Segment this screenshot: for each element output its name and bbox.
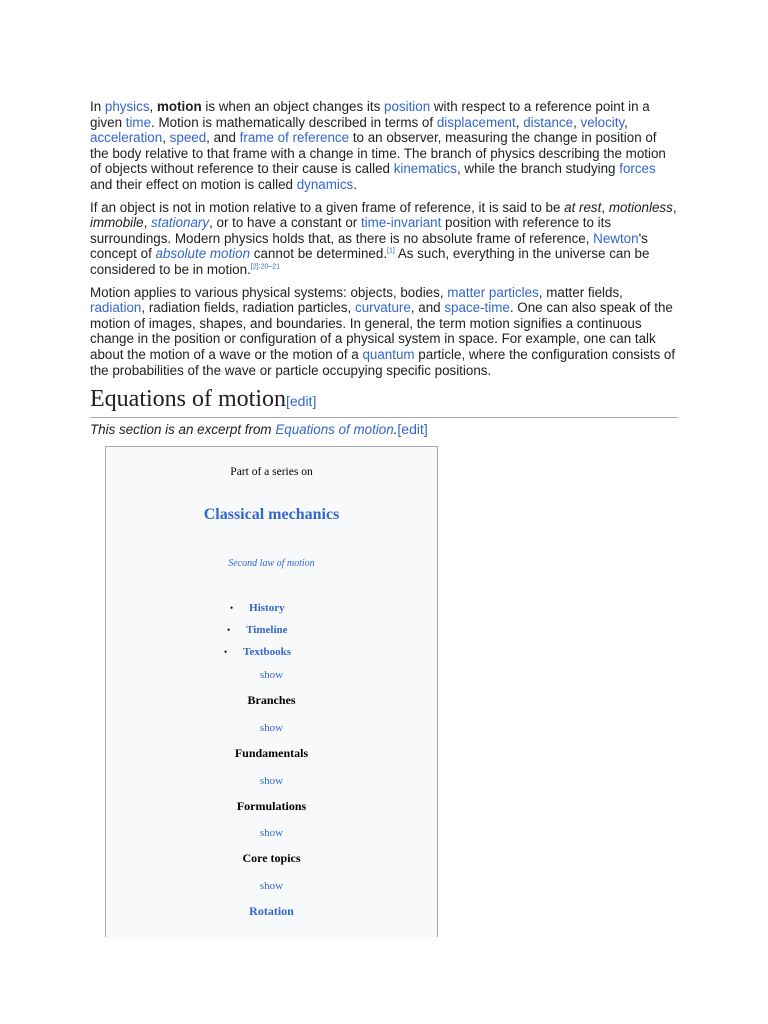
- text: .: [393, 422, 398, 437]
- link-space-time[interactable]: space-time: [444, 300, 510, 316]
- infobox-caption-link[interactable]: Second law of motion: [228, 558, 315, 569]
- text: , radiation fields, radiation particles,: [141, 300, 355, 316]
- text: , and: [410, 300, 445, 316]
- bullet-icon: •: [227, 625, 231, 635]
- link-displacement[interactable]: displacement: [436, 114, 516, 130]
- link-distance[interactable]: distance: [523, 114, 574, 130]
- text: 's concept of: [90, 230, 648, 262]
- italic-term: at rest: [564, 199, 602, 215]
- link-curvature[interactable]: curvature: [355, 300, 411, 316]
- section-title: Equations of motion: [90, 386, 286, 412]
- text: to an observer, measuring the change in position of the body relative to that frame with a change in time. The branch of physics describing the motion of objects without reference to their cause is called: [90, 130, 666, 177]
- infobox-list-item: [224, 646, 291, 658]
- show-toggle-fundamentals[interactable]: show: [259, 722, 284, 734]
- infobox-link-history[interactable]: History: [249, 602, 285, 614]
- link-time[interactable]: time: [125, 114, 152, 130]
- infobox-list-item: [230, 602, 285, 614]
- show-toggle-branches[interactable]: show: [259, 669, 284, 681]
- text: If an object is not in motion relative to a given frame of reference, it is said to be: [90, 199, 565, 215]
- text: is when an object changes its: [201, 99, 384, 114]
- excerpt-link[interactable]: Equations of motion: [275, 422, 394, 437]
- text: Motion applies to various physical systems: objects, bodies,: [90, 284, 448, 300]
- link-velocity[interactable]: velocity: [580, 114, 625, 130]
- bullet-icon: •: [224, 647, 228, 657]
- link-kinematics[interactable]: kinematics: [393, 161, 457, 177]
- infobox-header-branches: Branches: [247, 693, 296, 707]
- show-toggle-rotation[interactable]: show: [259, 880, 284, 892]
- text: In: [90, 99, 105, 114]
- article-body: [90, 99, 678, 385]
- reference-2[interactable]: [2]:20–21: [250, 263, 280, 271]
- section-edit-link[interactable]: [edit]: [285, 393, 317, 409]
- link-radiation[interactable]: radiation: [90, 300, 142, 316]
- link-position[interactable]: position: [384, 99, 431, 114]
- excerpt-edit-link[interactable]: [edit]: [397, 421, 428, 437]
- infobox-header-fundamentals: Fundamentals: [234, 746, 309, 760]
- text: ,: [573, 114, 581, 130]
- infobox-link-timeline[interactable]: Timeline: [246, 624, 288, 636]
- link-absolute-motion[interactable]: absolute motion: [155, 246, 251, 262]
- text: , matter fields,: [538, 284, 623, 300]
- text: ,: [143, 215, 152, 231]
- bold-motion: motion: [157, 99, 202, 114]
- text: , and: [206, 130, 240, 146]
- text: ,: [515, 114, 524, 130]
- reference-1[interactable]: [1]: [387, 247, 395, 255]
- link-newton[interactable]: Newton: [593, 230, 639, 246]
- text: . Motion is mathematically described in terms of: [151, 114, 437, 130]
- link-matter-particles[interactable]: matter particles: [447, 284, 539, 300]
- text: . One can also speak of the motion of images, shapes, and boundaries. In general, the term motion signifies a continuous change in the position or configuration of a physical system in space. For example, one can talk about the motion of a wave or the motion of a: [90, 300, 673, 362]
- link-frame-of-reference[interactable]: frame of reference: [239, 130, 350, 146]
- show-toggle-formulations[interactable]: show: [259, 775, 284, 787]
- infobox-header-formulations: Formulations: [236, 799, 307, 813]
- rest-paragraph: [90, 200, 678, 278]
- text: and their effect on motion is called: [90, 176, 297, 192]
- link-dynamics[interactable]: dynamics: [296, 176, 354, 192]
- bullet-icon: •: [230, 603, 234, 613]
- link-speed[interactable]: speed: [169, 130, 207, 146]
- text: This section is an excerpt from: [90, 422, 276, 437]
- excerpt-hatnote: [90, 421, 428, 437]
- italic-term: motionless: [608, 199, 673, 215]
- infobox-link-rotation[interactable]: Rotation: [249, 904, 294, 918]
- infobox-title-link[interactable]: Classical mechanics: [203, 506, 340, 523]
- text: As such, everything in the universe can be considered to be in motion.: [90, 246, 650, 277]
- sidebar-infobox: [105, 446, 438, 937]
- infobox-header-core-topics: Core topics: [242, 851, 301, 865]
- link-forces[interactable]: forces: [619, 161, 656, 177]
- intro-paragraph: [90, 99, 678, 193]
- text: , or to have a constant or: [209, 215, 361, 231]
- infobox-series-label: Part of a series on: [230, 466, 313, 478]
- text: .: [353, 176, 357, 192]
- section-heading: [90, 384, 678, 418]
- text: ,: [162, 130, 170, 146]
- text: position with reference to its surroundings. Modern physics holds that, as there is no absolute frame of reference,: [90, 215, 612, 246]
- link-stationary[interactable]: stationary: [151, 215, 210, 231]
- link-physics[interactable]: physics: [104, 99, 150, 114]
- show-toggle-core-topics[interactable]: show: [259, 827, 284, 839]
- text: ,: [672, 199, 677, 215]
- text: ,: [624, 114, 628, 130]
- text: particle, where the configuration consists of the probabilities of the wave or particle occupying specific positions.: [90, 346, 676, 378]
- text: ,: [601, 199, 609, 215]
- link-time-invariant[interactable]: time-invariant: [360, 215, 442, 231]
- systems-paragraph: [90, 285, 678, 379]
- text: , while the branch studying: [456, 161, 620, 177]
- infobox-link-textbooks[interactable]: Textbooks: [243, 646, 292, 658]
- text: with respect to a reference point in a given: [90, 99, 650, 130]
- infobox-list-item: [227, 624, 288, 636]
- text: ,: [149, 99, 157, 114]
- link-quantum[interactable]: quantum: [362, 346, 415, 362]
- text: cannot be determined.: [250, 246, 388, 262]
- italic-term: immobile: [90, 215, 144, 231]
- link-acceleration[interactable]: acceleration: [90, 130, 163, 146]
